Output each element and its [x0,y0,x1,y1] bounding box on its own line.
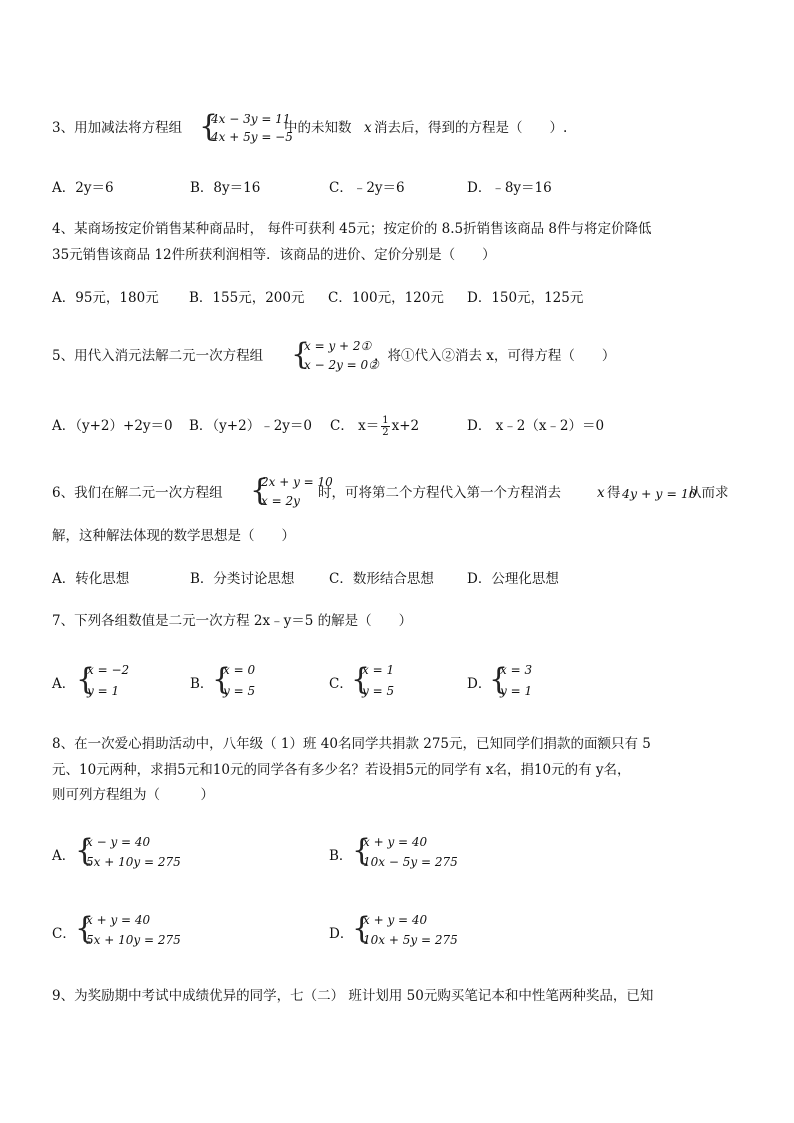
q3-option-b: B．8y＝16 [190,180,261,196]
q5-prefix: 5、用代入消元法解二元一次方程组 [52,348,264,364]
q8-line1: 8、在一次爱心捐助活动中，八年级（ 1）班 40名同学共捐款 275元，已知同学们捐款的面额只有 5 [52,736,651,752]
q8-option-b-system [352,831,472,873]
q7-option-c-system [351,660,421,702]
q7-option-d-system [489,660,559,702]
q4-option-b: B．155元，200元 [189,290,305,306]
q8-option-d-eq1: x + y = 40 [363,913,428,927]
q6-line2: 解，这种解法体现的数学思想是（ ） [52,528,295,544]
q7-option-a-label: A． [52,676,76,692]
q8-option-c-label: C． [52,926,76,942]
q6-prefix: 6、我们在解二元一次方程组 [52,485,223,501]
q5-eq2: x − 2y = 0② [304,358,379,372]
q6-option-c: C．数形结合思想 [329,571,434,587]
q6-suffix: 从而求 [688,485,729,501]
brace-icon: { [212,662,232,697]
q8-option-b-label: B． [329,848,353,864]
q5-option-c-prefix: C． x＝ [330,418,380,434]
q4-line1: 4、某商场按定价销售某种商品时， 每件可获利 45元；按定价的 8.5折销售该商品 8件与将定价降低 [52,221,652,237]
q7-option-a-eq2: y = 1 [87,684,120,698]
q5-suffix: ，将①代入②消去 x，可得方程（ ） [374,348,616,364]
q5-system [291,336,381,376]
q5-option-c-suffix: x+2 [391,418,420,434]
q7-option-c-label: C． [329,676,353,692]
q6-eq3: 4y + y = 10 [622,486,697,501]
brace-icon: { [75,833,95,868]
q3-suffix-b: 消去后，得到的方程是（ ）. [374,120,568,136]
q9-line1: 9、为奖励期中考试中成绩优异的同学，七（二） 班计划用 50元购买笔记本和中性笔两种奖品，已知 [52,988,654,1004]
q3-prefix: 3、用加减法将方程组 [52,120,183,136]
brace-icon: { [76,662,96,697]
fraction-numerator: 1 [382,415,389,426]
q4-option-c: C．100元，120元 [328,290,444,306]
q5-option-a: A．（y+2）+2y＝0 [52,418,173,434]
q6-var: x [597,485,605,501]
brace-icon: { [352,833,372,868]
q7-option-b-eq2: y = 5 [223,684,256,698]
q3-var: x [364,120,372,136]
fraction-denominator: 2 [382,427,389,438]
q7-option-a-eq1: x = −2 [87,663,130,677]
brace-icon: { [352,911,372,946]
q7-option-d-eq1: x = 3 [500,663,533,677]
q3-option-a: A．2y＝6 [52,180,114,196]
q6-system [250,472,333,512]
q8-option-c-system [75,909,195,951]
q4-option-a: A．95元，180元 [52,290,159,306]
q7-option-c-eq2: y = 5 [362,684,395,698]
q6-eq1: 2x + y = 10 [261,475,333,489]
q8-option-c-eq2: 5x + 10y = 275 [86,933,181,947]
q8-option-c-eq1: x + y = 40 [86,913,151,927]
q8-line3: 则可列方程组为（ ） [52,787,214,803]
q7-option-c-eq1: x = 1 [362,663,395,677]
q7-text: 7、下列各组数值是二元一次方程 2x﹣y＝5 的解是（ ） [52,613,413,629]
q6-mid: 时，可将第二个方程代入第一个方程消去 [318,485,561,501]
q5-option-c-fraction [381,415,389,438]
brace-icon: { [291,337,311,372]
q8-option-a-system [75,831,195,873]
q6-mid2: 得 [607,485,621,501]
q8-option-a-label: A． [52,848,76,864]
q3-system [199,108,293,148]
q8-option-a-eq1: x − y = 40 [86,835,151,849]
q8-option-b-eq2: 10x − 5y = 275 [363,855,458,869]
q3-option-d: D．﹣8y＝16 [467,180,552,196]
q6-eq2: x = 2y [261,494,300,508]
q5-option-c [330,411,419,441]
q7-option-b-eq1: x = 0 [223,663,256,677]
brace-icon: { [351,662,371,697]
q6-option-b: B．分类讨论思想 [190,571,295,587]
q3-eq1: 4x − 3y = 11 [211,112,291,126]
q5-option-b: B．（y+2）﹣2y＝0 [189,418,313,434]
q8-option-d-system [352,909,472,951]
brace-icon: { [489,662,509,697]
q3-option-c: C．﹣2y＝6 [329,180,405,196]
q6-option-d: D．公理化思想 [467,571,559,587]
q7-option-d-label: D． [467,676,492,692]
q8-option-d-label: D． [329,926,354,942]
q3-eq2: 4x + 5y = −5 [211,130,293,144]
brace-icon: { [75,911,95,946]
q4-line2: 35元销售该商品 12件所获利润相等．该商品的进价、定价分别是（ ） [52,247,496,263]
q6-option-a: A．转化思想 [52,571,130,587]
q4-option-d: D．150元，125元 [467,290,584,306]
q3-suffix-a: 中的未知数 [284,120,352,136]
q8-option-a-eq2: 5x + 10y = 275 [86,855,181,869]
q5-eq1: x = y + 2① [304,339,372,353]
q8-option-b-eq1: x + y = 40 [363,835,428,849]
q8-line2: 元、10元两种，求捐5元和10元的同学各有多少名？若设捐5元的同学有 x名，捐10元的有 y名， [52,762,631,778]
q5-option-d: D． x﹣2（x﹣2）＝0 [467,418,605,434]
q7-option-b-system [212,660,282,702]
q8-option-d-eq2: 10x + 5y = 275 [363,933,458,947]
q7-option-b-label: B． [190,676,214,692]
brace-icon: { [250,473,270,508]
q7-option-a-system [76,660,146,702]
q7-option-d-eq2: y = 1 [500,684,533,698]
brace-icon: { [199,109,219,144]
